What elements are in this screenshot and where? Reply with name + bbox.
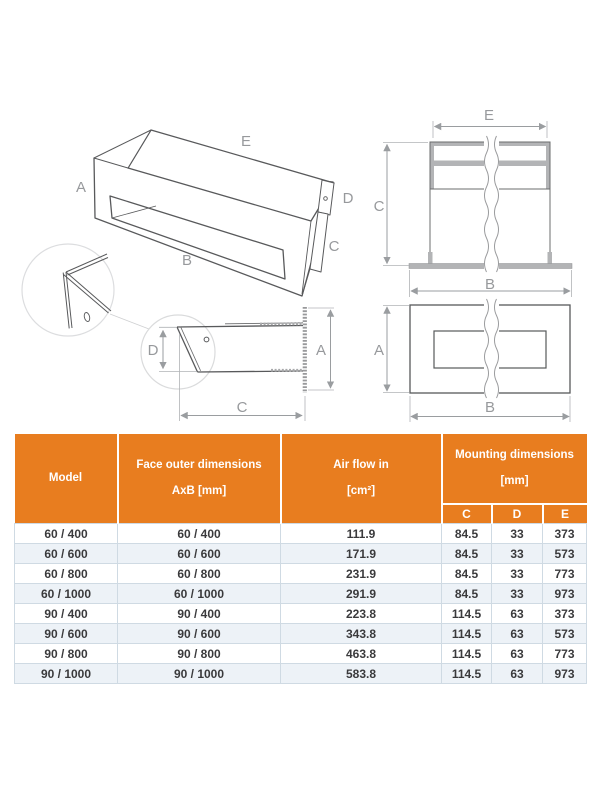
cell-airflow: 111.9 (281, 524, 442, 544)
cell-e: 973 (543, 664, 587, 684)
table-row (15, 664, 587, 684)
cell-model: 60 / 1000 (15, 584, 118, 604)
cell-face: 60 / 1000 (118, 584, 281, 604)
cell-c: 84.5 (442, 584, 492, 604)
subcol-header-e: E (543, 504, 587, 524)
cell-model: 60 / 800 (15, 564, 118, 584)
cell-face: 90 / 800 (118, 644, 281, 664)
table-row (15, 624, 587, 644)
cell-d: 33 (492, 584, 543, 604)
cell-e: 773 (543, 644, 587, 664)
cell-face: 90 / 400 (118, 604, 281, 624)
side-dim-label-c: C (236, 399, 248, 416)
col-header-model: Model (15, 434, 118, 524)
front-dim-label-b: B (484, 276, 496, 293)
corner-detail-bubble (22, 244, 149, 336)
side-dim-label-d: D (147, 342, 159, 359)
cell-airflow: 223.8 (281, 604, 442, 624)
cell-model: 90 / 800 (15, 644, 118, 664)
cell-airflow: 343.8 (281, 624, 442, 644)
cell-airflow: 583.8 (281, 664, 442, 684)
cell-e: 373 (543, 604, 587, 624)
cell-e: 573 (543, 624, 587, 644)
side-hole-icon (204, 337, 209, 342)
table-row (15, 644, 587, 664)
cell-d: 33 (492, 524, 543, 544)
cell-model: 90 / 1000 (15, 664, 118, 684)
cell-c: 114.5 (442, 644, 492, 664)
cell-model: 60 / 400 (15, 524, 118, 544)
cell-airflow: 231.9 (281, 564, 442, 584)
face-dim-label-a: A (373, 342, 385, 359)
front-view (383, 121, 572, 297)
cell-c: 114.5 (442, 664, 492, 684)
cell-c: 114.5 (442, 604, 492, 624)
col-header-face-dimensions: Face outer dimensions AxB [mm] (118, 434, 281, 524)
cell-airflow: 463.8 (281, 644, 442, 664)
cell-model: 60 / 600 (15, 544, 118, 564)
iso-dim-label-b: B (181, 252, 193, 269)
cell-e: 573 (543, 544, 587, 564)
cell-e: 773 (543, 564, 587, 584)
cell-d: 33 (492, 564, 543, 584)
col-header-airflow: Air flow in [cm²] (281, 434, 442, 524)
cell-d: 63 (492, 604, 543, 624)
cell-e: 973 (543, 584, 587, 604)
cell-face: 60 / 400 (118, 524, 281, 544)
table-row (15, 584, 587, 604)
side-dim-label-a: A (315, 342, 327, 359)
front-dim-label-c: C (373, 198, 385, 215)
detail-hole-icon (83, 312, 90, 322)
cell-model: 90 / 400 (15, 604, 118, 624)
face-dim-label-b: B (484, 399, 496, 416)
cell-airflow: 171.9 (281, 544, 442, 564)
front-dim-label-e: E (483, 107, 495, 124)
cell-airflow: 291.9 (281, 584, 442, 604)
cell-c: 84.5 (442, 564, 492, 584)
table-row (15, 564, 587, 584)
cell-e: 373 (543, 524, 587, 544)
iso-view (94, 130, 334, 296)
cell-d: 63 (492, 664, 543, 684)
iso-dim-label-e: E (240, 133, 252, 150)
cell-face: 90 / 600 (118, 624, 281, 644)
face-view (383, 299, 570, 422)
cell-face: 60 / 600 (118, 544, 281, 564)
cell-d: 63 (492, 624, 543, 644)
iso-dim-label-c: C (328, 238, 340, 255)
col-header-mounting: Mounting dimensions [mm] (442, 434, 587, 504)
table-row (15, 544, 587, 564)
cell-face: 90 / 1000 (118, 664, 281, 684)
iso-dim-label-a: A (75, 179, 87, 196)
spec-table (14, 434, 587, 684)
table-row (15, 524, 587, 544)
iso-dim-label-d: D (342, 190, 354, 207)
subcol-header-c: C (442, 504, 492, 524)
table-row (15, 604, 587, 624)
cell-face: 60 / 800 (118, 564, 281, 584)
subcol-header-d: D (492, 504, 543, 524)
cell-d: 33 (492, 544, 543, 564)
cell-model: 90 / 600 (15, 624, 118, 644)
cell-c: 114.5 (442, 624, 492, 644)
cell-c: 84.5 (442, 524, 492, 544)
cell-d: 63 (492, 644, 543, 664)
cell-c: 84.5 (442, 544, 492, 564)
